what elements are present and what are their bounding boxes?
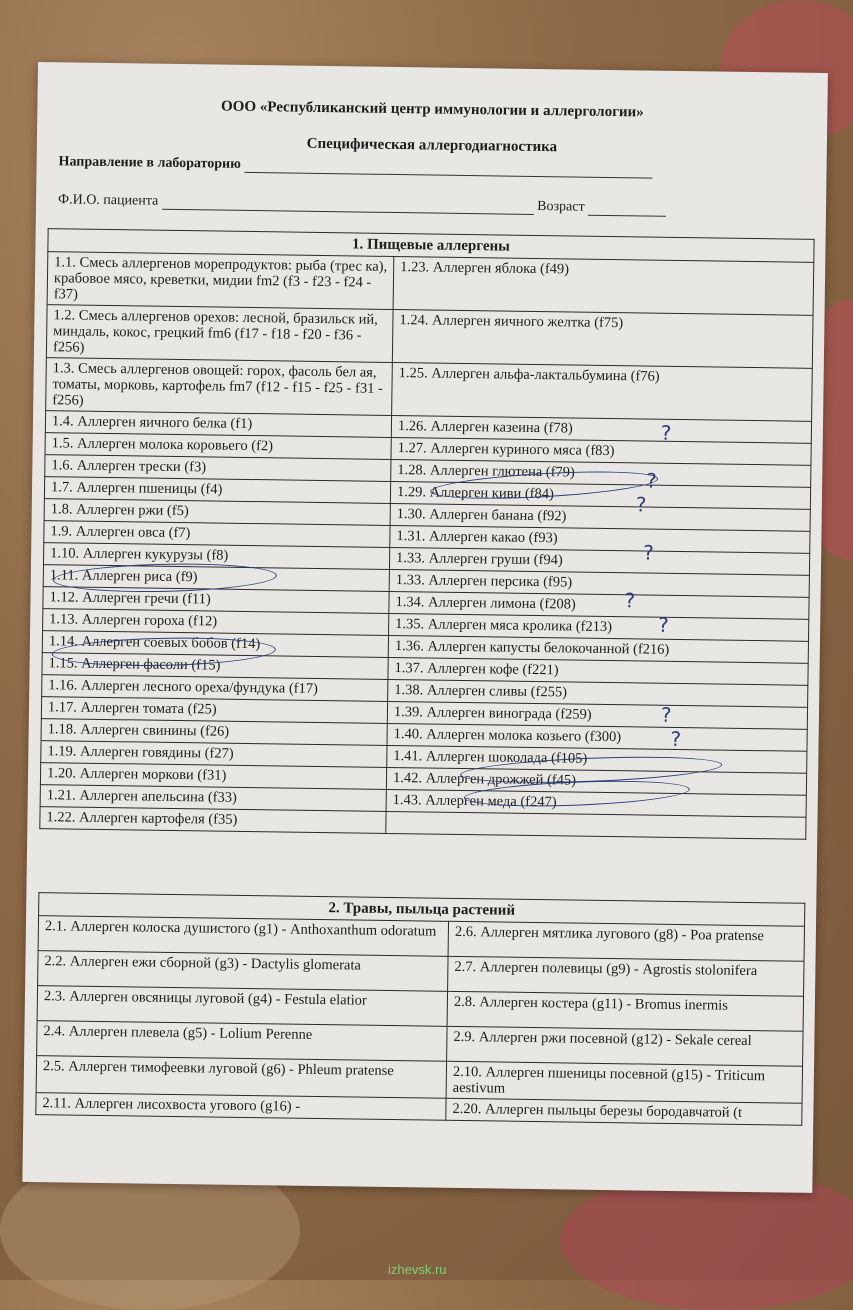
- referral-field: [58, 154, 652, 178]
- allergen-cell-right[interactable]: 1.23. Аллерген яблока (f49): [393, 256, 814, 315]
- allergen-cell-left[interactable]: 2.1. Аллерген колоска душистого (g1) - Anthoxanthum odoratum: [38, 916, 448, 957]
- patient-label: Ф.И.О. пациента: [57, 192, 159, 209]
- allergen-cell-right[interactable]: 1.41. Аллерген шоколада (f105): [387, 745, 807, 773]
- allergen-cell-left[interactable]: 1.19. Аллерген говядины (f27): [41, 741, 387, 768]
- allergen-cell-right[interactable]: 1.35. Аллерген мяса кролика (f213): [389, 613, 809, 641]
- allergen-cell-right[interactable]: 2.6. Аллерген мятлика лугового (g8) - Poa pratense: [448, 921, 804, 961]
- allergen-cell-right[interactable]: 2.7. Аллерген полевицы (g9) - Agrostis stolonifera: [448, 956, 804, 996]
- allergen-cell-right[interactable]: 1.33. Аллерген персика (f95): [389, 569, 809, 597]
- allergen-cell-left[interactable]: 1.22. Аллерген картофеля (f35): [40, 807, 386, 834]
- watermark: izhevsk.ru: [388, 1262, 447, 1277]
- question-mark: ?: [660, 420, 672, 445]
- allergen-cell-left[interactable]: 1.16. Аллерген лесного ореха/фундука (f17): [42, 675, 388, 702]
- allergen-cell-right[interactable]: 1.37. Аллерген кофе (f221): [388, 657, 808, 685]
- patient-field: [58, 192, 666, 216]
- allergen-cell-left[interactable]: 2.3. Аллерген овсяницы луговой (g4) - Festula elatior: [37, 986, 447, 1027]
- allergen-cell-right[interactable]: 1.26. Аллерген казеина (f78): [391, 415, 811, 443]
- age-line[interactable]: [588, 201, 666, 217]
- question-mark: ?: [635, 492, 647, 517]
- allergen-cell-right[interactable]: 1.33. Аллерген груши (f94): [389, 547, 809, 575]
- referral-line[interactable]: [244, 158, 652, 179]
- allergen-cell-right[interactable]: [386, 811, 806, 839]
- allergen-cell-left[interactable]: 2.5. Аллерген тимофеевки луговой (g6) - Phleum pratense: [36, 1056, 446, 1099]
- referral-form: [22, 62, 828, 1193]
- allergen-cell-right[interactable]: 1.30. Аллерген банана (f92): [390, 503, 810, 531]
- allergen-cell-right[interactable]: 2.10. Аллерген пшеницы посевной (g15) - Triticum aestivum: [446, 1061, 802, 1103]
- allergen-cell-left[interactable]: 1.14. Аллерген соевых бобов (f14): [42, 631, 388, 658]
- allergen-cell-right[interactable]: 1.36. Аллерген капусты белокочанной (f216): [388, 635, 808, 663]
- allergen-cell-left[interactable]: 1.20. Аллерген моркови (f31): [40, 763, 386, 790]
- allergen-cell-left[interactable]: 1.9. Аллерген овса (f7): [44, 521, 390, 548]
- allergen-cell-right[interactable]: 2.20. Аллерген пыльцы березы бородавчатой (t: [446, 1098, 802, 1125]
- allergen-cell-right[interactable]: 1.29. Аллерген киви (f84): [390, 481, 810, 509]
- food-allergens-table: [39, 228, 814, 840]
- form-subtitle: Специфическая аллергодиагностика: [306, 135, 558, 156]
- question-mark: ?: [646, 468, 658, 493]
- allergen-cell-right[interactable]: 1.42. Аллерген дрожжей (f45): [386, 767, 806, 795]
- allergen-cell-left[interactable]: 1.2. Смесь аллергенов орехов: лесной, бразильск ий, миндаль, кокос, грецкий fm6 (f17 - f18 - f20 - f36 - f256): [46, 305, 393, 363]
- allergen-cell-right[interactable]: 1.34. Аллерген лимона (f208): [389, 591, 809, 619]
- allergen-cell-left[interactable]: 1.11. Аллерген риса (f9): [43, 565, 389, 592]
- allergen-cell-right[interactable]: 2.8. Аллерген костера (g11) - Bromus inermis: [447, 991, 803, 1031]
- question-mark: ?: [660, 702, 672, 727]
- question-mark: ?: [670, 726, 682, 752]
- question-mark: ?: [658, 612, 669, 637]
- allergen-cell-left[interactable]: 1.8. Аллерген ржи (f5): [44, 499, 390, 526]
- allergen-cell-right[interactable]: 1.39. Аллерген винограда (f259): [387, 701, 807, 729]
- allergen-cell-right[interactable]: 1.31. Аллерген какао (f93): [390, 525, 810, 553]
- allergen-cell-left[interactable]: 2.2. Аллерген ежи сборной (g3) - Dactylis glomerata: [38, 951, 448, 992]
- allergen-cell-left[interactable]: 1.12. Аллерген гречи (f11): [43, 587, 389, 614]
- allergen-cell-left[interactable]: 1.6. Аллерген трески (f3): [45, 455, 391, 482]
- allergen-cell-right[interactable]: 2.9. Аллерген ржи посевной (g12) - Sekale cereal: [447, 1026, 803, 1066]
- question-mark: ?: [643, 540, 655, 565]
- allergen-cell-right[interactable]: 1.27. Аллерген куриного мяса (f83): [391, 437, 811, 465]
- organization-title: ООО «Республиканский центр иммунологии и аллергологии»: [220, 98, 644, 121]
- allergen-cell-left[interactable]: 1.10. Аллерген кукурузы (f8): [43, 543, 389, 570]
- allergen-cell-left[interactable]: 1.7. Аллерген пшеницы (f4): [44, 477, 390, 504]
- allergen-cell-left[interactable]: 1.3. Смесь аллергенов овощей: горох, фасоль бел ая, томаты, морковь, картофель fm7 (f12 - f15 - f25 - f31 - f256): [46, 358, 393, 416]
- question-mark: ?: [624, 588, 636, 613]
- allergen-cell-right[interactable]: 1.25. Аллерген альфа-лактальбумина (f76): [392, 362, 813, 421]
- allergen-cell-right[interactable]: 1.24. Аллерген яичного желтка (f75): [392, 309, 813, 368]
- allergen-cell-left[interactable]: 1.5. Аллерген молока коровьего (f2): [45, 433, 391, 460]
- allergen-cell-left[interactable]: 1.15. Аллерген фасоли (f15): [42, 653, 388, 680]
- referral-label: Направление в лабораторию: [58, 154, 241, 172]
- allergen-cell-right[interactable]: 1.28. Аллерген глютена (f79): [391, 459, 811, 487]
- allergen-cell-right[interactable]: 1.38. Аллерген сливы (f255): [388, 679, 808, 707]
- allergen-cell-right[interactable]: 1.40. Аллерген молока козьего (f300): [387, 723, 807, 751]
- allergen-cell-left[interactable]: 1.21. Аллерген апельсина (f33): [40, 785, 386, 812]
- section-title: 2. Травы, пыльца растений: [39, 893, 805, 927]
- allergen-cell-left[interactable]: 2.4. Аллерген плевела (g5) - Lolium Perenne: [37, 1021, 447, 1062]
- section-title: 1. Пищевые аллергены: [48, 229, 814, 263]
- grass-pollen-table: [35, 892, 805, 1126]
- allergen-cell-right[interactable]: 1.43. Аллерген меда (f247): [386, 789, 806, 817]
- allergen-cell-left[interactable]: 1.17. Аллерген томата (f25): [41, 697, 387, 724]
- allergen-cell-left[interactable]: 1.13. Аллерген гороха (f12): [43, 609, 389, 636]
- age-label: Возраст: [537, 198, 585, 215]
- allergen-cell-left[interactable]: 1.4. Аллерген яичного белка (f1): [45, 411, 391, 438]
- allergen-cell-left[interactable]: 1.18. Аллерген свинины (f26): [41, 719, 387, 746]
- allergen-cell-left[interactable]: 1.1. Смесь аллергенов морепродуктов: рыба (трес ка), крабовое мясо, креветки, мидии fm2 (f3 - f23 - f24 - f37): [47, 252, 394, 310]
- patient-line[interactable]: [162, 195, 534, 215]
- allergen-cell-left[interactable]: 2.11. Аллерген лисохвоста угового (g16) -: [36, 1093, 446, 1121]
